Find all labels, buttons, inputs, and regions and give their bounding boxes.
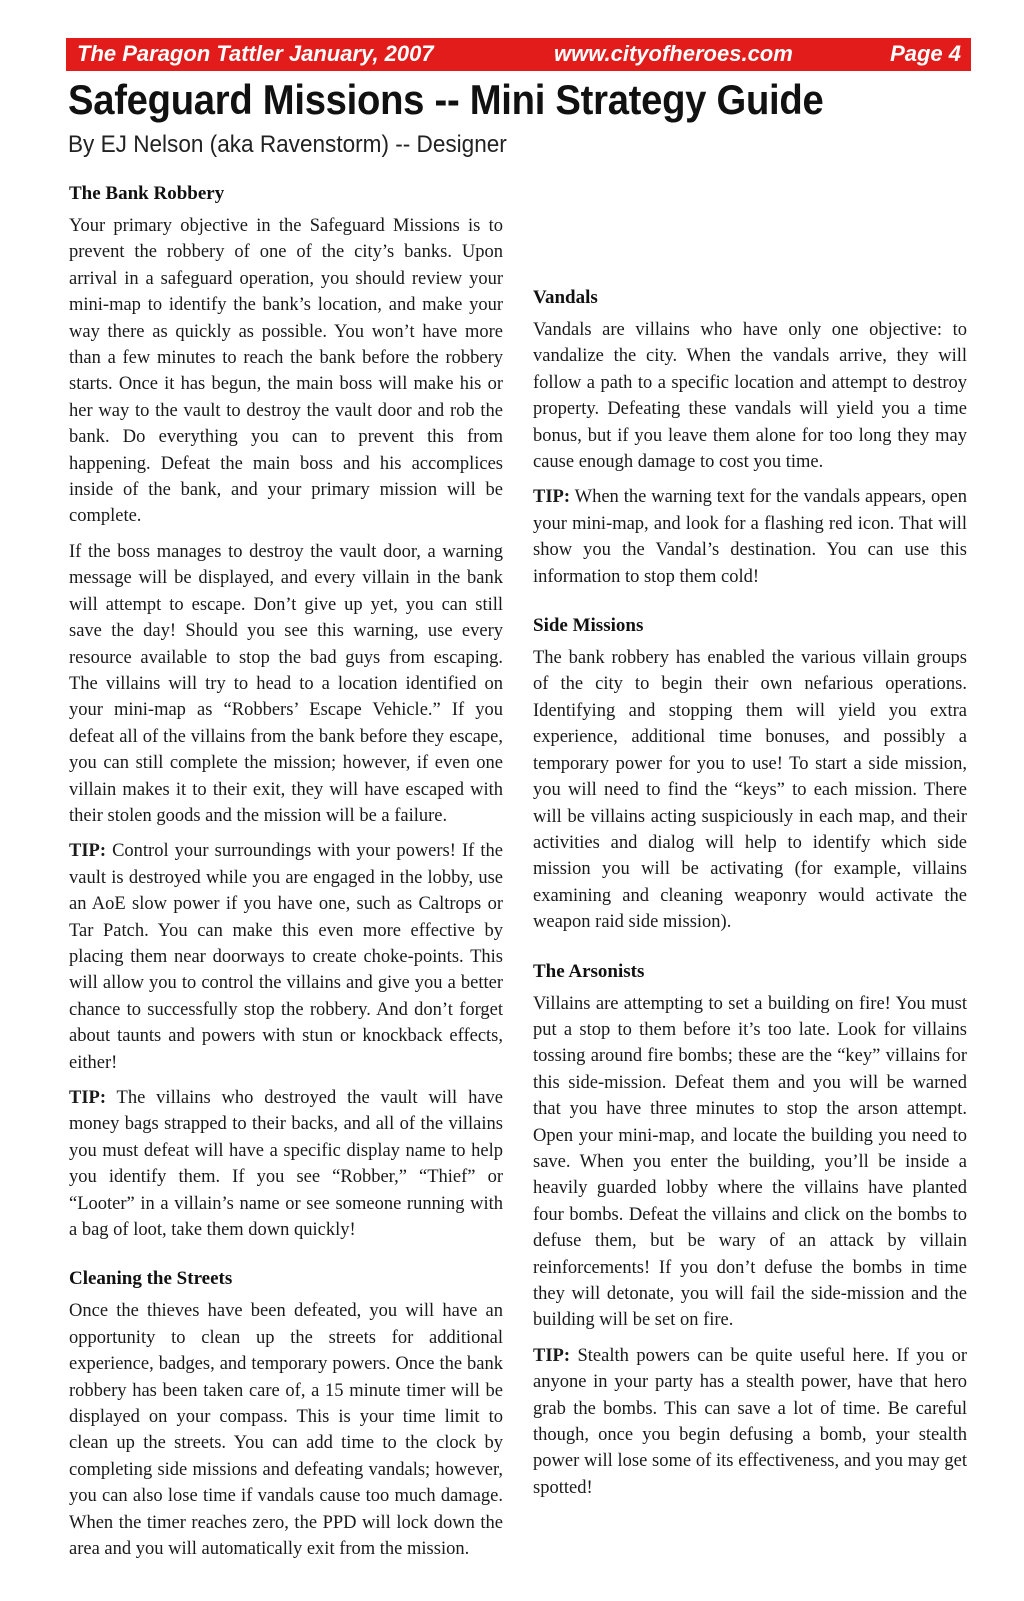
header-banner — [66, 38, 971, 71]
page-number: Page 4 — [890, 41, 961, 66]
section-heading-side-missions: Side Missions — [533, 615, 644, 637]
tip-paragraph-villains — [69, 1085, 503, 1243]
publication-name: The Paragon Tattler January, 2007 — [77, 41, 434, 66]
arsonists-paragraph: Villains are attempting to set a building on fire! You must put a stop to them before it’s too late. Look for villains tossing around fire bombs; these are the “key” villains for this side-mission. Defeat them and you will be warned that you have three minutes to stop the arson attempt. Open your mini-map, and locate the building you need to save. When you enter the building, you’ll be inside a heavily guarded lobby where the villains have planted four bombs. Defeat the villains and click on the bombs to defuse them, but be wary of an attack by villain reinforcements! If you don’t defuse the bombs in time they will detonate, you will fail the side-mission and the building will be set on fire. — [533, 993, 967, 1331]
right-column — [533, 180, 967, 1510]
tip-text: The villains who destroyed the vault will have money bags strapped to their backs, and all of the villains you must defeat will have a specific display name to help you identify them. If you see “Robber,” “Thief” or “Looter” in a villain’s name or see someone running with a bag of loot, take them down quickly! — [69, 1088, 503, 1241]
tip-text: Stealth powers can be quite useful here. If you or anyone in your party has a stealth power, have that hero grab the bombs. This can save a lot of time. Be careful though, once you begin defusing a bomb, your stealth power will lose some of its effectiveness, and you may get spotted! — [533, 1345, 968, 1498]
tip-paragraph-powers — [69, 838, 503, 1076]
article-byline: By EJ Nelson (aka Ravenstorm) -- Designer — [68, 131, 507, 158]
tip-text: When the warning text for the vandals appears, open your mini-map, and look for a flashing red icon. That will show you the Vandal’s destination. You can use this information to stop them cold! — [533, 487, 967, 587]
article-title: Safeguard Missions -- Mini Strategy Guide — [68, 76, 824, 123]
vandals-paragraph: Vandals are villains who have only one objective: to vandalize the city. When the vandals arrive, they will follow a path to a specific location and attempt to destroy property. Defeating these vandals will yield you a time bonus, but if you leave them alone for too long they may cause enough damage to cost you time. — [533, 320, 967, 473]
section-heading-bank-robbery: The Bank Robbery — [69, 183, 225, 204]
tip-label: TIP: — [69, 841, 106, 862]
bank-robbery-paragraph-2: If the boss manages to destroy the vault door, a warning message will be displayed, and every villain in the bank will attempt to escape. Don’t give up yet, you can still save the day! Should you see this warning, use every resource available to stop the bad guys from escaping. The villains will try to head to a location identified on your mini-map as “Robbers’ Escape Vehicle.” If you defeat all of the villains from the bank before they escape, you can still complete the mission; however, if even one villain makes it to their exit, they will have escaped with their stolen goods and the mission will be a failure. — [69, 541, 503, 826]
tip-label: TIP: — [533, 1345, 570, 1366]
cleaning-streets-paragraph: Once the thieves have been defeated, you will have an opportunity to clean up the streets for additional experience, badges, and temporary powers. Once the bank robbery has been taken care of, a 15 minute timer will be displayed on your compass. This is your time limit to clean up the streets. You can add time to the clock by completing side missions and defeating vandals; however, you can also lose time if vandals cause too much damage. When the timer reaches zero, the PPD will lock down the area and you will automatically exit from the mission. — [69, 1301, 503, 1560]
tip-text: Control your surroundings with your powers! If the vault is destroyed while you are engaged in the lobby, use an AoE slow power if you have one, such as Caltrops or Tar Patch. You can make this even more effective by placing them near doorways to create choke-points. This will allow you to control the villains and give you a better chance to successfully stop the robbery. And don’t forget about taunts and powers with stun or knockback effects, either! — [69, 841, 503, 1073]
website-url: www.cityofheroes.com — [554, 41, 793, 66]
section-heading-arsonists: The Arsonists — [533, 960, 645, 982]
bank-robbery-paragraph-1: Your primary objective in the Safeguard Missions is to prevent the robbery of one of the city’s banks. Upon arrival in a safeguard operation, you should review your mini-map to identify the bank’s location, and make your way there as quickly as possible. You won’t have more than a few minutes to reach the bank before the robbery starts. Once it has begun, the main boss will make his or her way to the vault to destroy the vault door and rob the bank. Do everything you can to prevent this from happening. Defeat the main boss and his accomplices inside of the bank, and your primary mission will be complete. — [69, 216, 503, 527]
tip-label: TIP: — [533, 487, 570, 508]
side-missions-paragraph: The bank robbery has enabled the various villain groups of the city to begin their own nefarious operations. Identifying and stopping them will yield you extra experience, additional time bonuses, and possibly a temporary power for you to use! To start a side mission, you will need to find the “keys” to each mission. There will be villains acting suspiciously in each map, and their activities and dialog will help to identify which side mission you will be activating (for example, villains examining and cleaning weaponry would activate the weapon raid side mission). — [533, 648, 967, 933]
tip-label: TIP: — [69, 1088, 106, 1108]
section-heading-cleaning-streets: Cleaning the Streets — [69, 1268, 233, 1290]
left-column — [69, 180, 503, 1572]
tip-paragraph-vandals — [533, 484, 967, 590]
tip-paragraph-stealth — [533, 1343, 967, 1501]
section-heading-vandals: Vandals — [533, 287, 598, 308]
